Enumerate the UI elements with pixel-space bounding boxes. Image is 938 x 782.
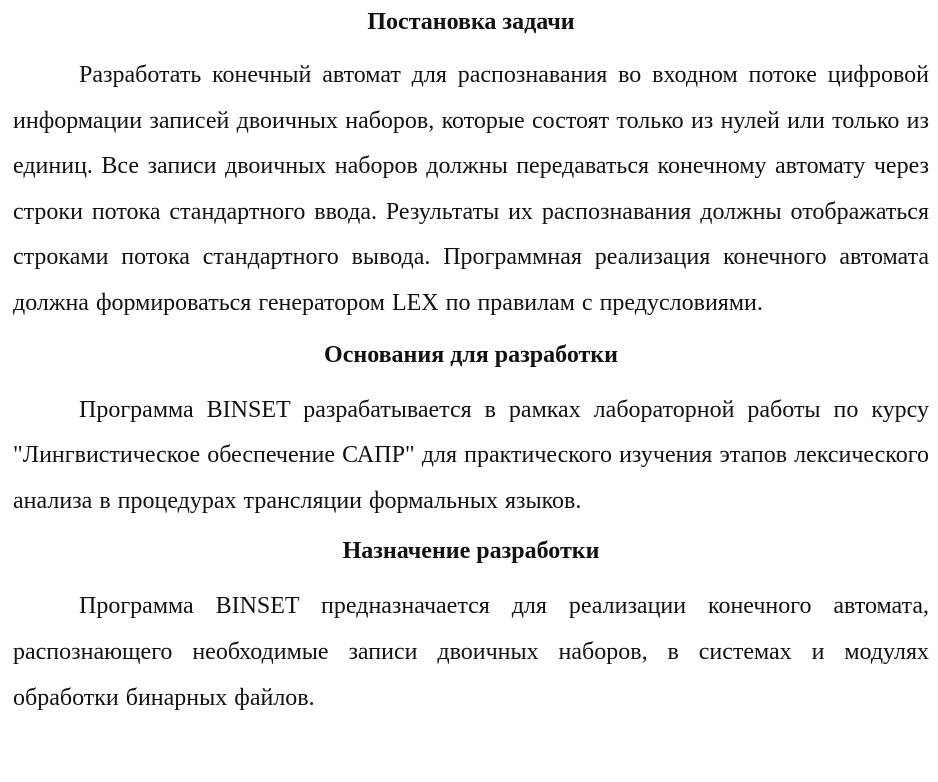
document-page — [13, 0, 929, 721]
section-body-task: Разработать конечный автомат для распознавания во входном потоке цифровой информации записей двоичных наборов, которые состоят только из нулей или только из единиц. Все записи двоичных наборов должны передаваться конечному автомату через строки потока стандартного ввода. Результаты их распознавания должны отображаться строками потока стандартного вывода. Программная реализация конечного автомата должна формироваться генератором LEX по правилам с предусловиями. — [13, 62, 929, 316]
section-heading-task: Постановка задачи — [367, 9, 575, 35]
section-body-basis: Программа BINSET разрабатывается в рамках лабораторной работы по курсу "Лингвистическое обеспечение САПР" для практического изучения этапов лексического анализа в процедурах трансляции формальных языков. — [13, 396, 929, 514]
section-heading-purpose: Назначение разработки — [342, 538, 600, 565]
section-body-purpose: Программа BINSET предназначается для реализации конечного автомата, распознающего необходимые записи двоичных наборов, в системах и модулях обработки бинарных файлов. — [13, 593, 929, 711]
section-heading-basis: Основания для разработки — [324, 341, 618, 368]
